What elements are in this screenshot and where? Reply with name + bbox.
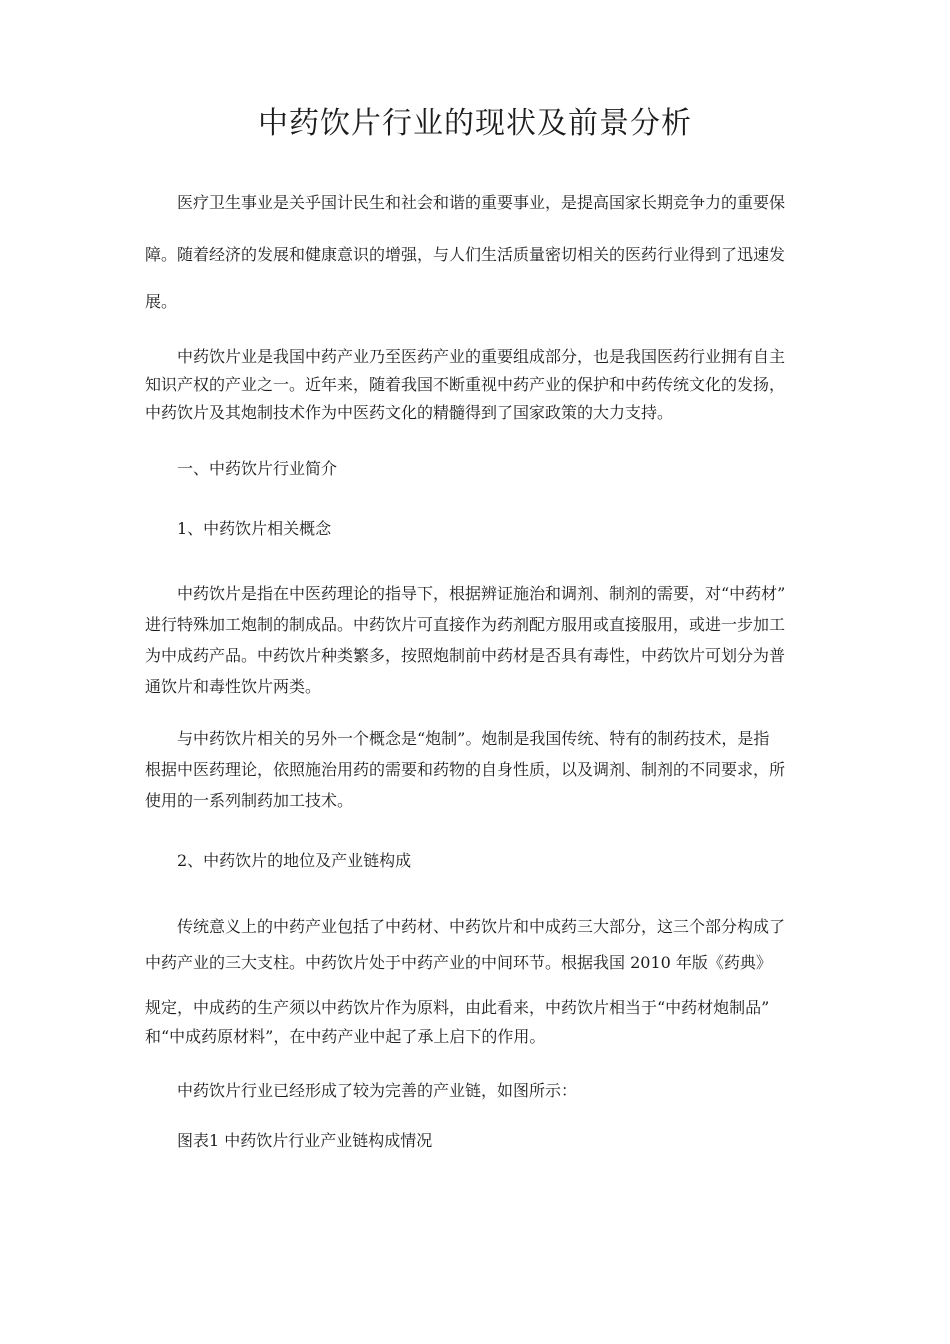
paragraph-line: 障。随着经济的发展和健康意识的增强，与人们生活质量密切相关的医药行业得到了迅速发 [145,245,786,264]
figure-caption: 图表1 中药饮片行业产业链构成情况 [177,1131,433,1150]
paragraph-line: 展。 [145,292,178,311]
paragraph-line: 进行特殊加工炮制的制成品。中药饮片可直接作为药剂配方服用或直接服用，或进一步加工 [145,615,786,634]
paragraph-line: 与中药饮片相关的另外一个概念是“炮制”。炮制是我国传统、特有的制药技术，是指 [177,729,770,748]
paragraph-line: 传统意义上的中药产业包括了中药材、中药饮片和中成药三大部分，这三个部分构成了 [177,917,786,936]
subsection-heading: 2、中药饮片的地位及产业链构成 [177,851,412,870]
paragraph-line: 中药产业的三大支柱。中药饮片处于中药产业的中间环节。根据我国 2010 年版《药典》 [145,953,772,972]
paragraph-line: 和“中成药原材料”，在中药产业中起了承上启下的作用。 [145,1027,546,1046]
paragraph-line: 中药饮片是指在中医药理论的指导下，根据辨证施治和调剂、制剂的需要，对“中药材” [177,584,786,603]
paragraph-line: 为中成药产品。中药饮片种类繁多，按照炮制前中药材是否具有毒性，中药饮片可划分为普 [145,646,786,665]
section-heading: 一、中药饮片行业简介 [177,459,338,478]
paragraph-line: 医疗卫生事业是关乎国计民生和社会和谐的重要事业，是提高国家长期竞争力的重要保 [177,193,786,212]
paragraph-chain: 中药饮片行业已经形成了较为完善的产业链，如图所示： [177,1081,578,1100]
paragraph-line: 中药饮片及其炮制技术作为中医药文化的精髓得到了国家政策的大力支持。 [145,403,674,422]
paragraph-line: 规定，中成药的生产须以中药饮片作为原料，由此看来，中药饮片相当于“中药材炮制品” [145,998,770,1017]
document-title: 中药饮片行业的现状及前景分析 [258,106,692,141]
paragraph-line: 使用的一系列制药加工技术。 [145,791,354,810]
paragraph-line: 通饮片和毒性饮片两类。 [145,677,322,696]
paragraph-line: 根据中医药理论，依照施治用药的需要和药物的自身性质，以及调剂、制剂的不同要求，所 [145,760,786,779]
subsection-heading: 1、中药饮片相关概念 [177,519,332,538]
paragraph-line: 知识产权的产业之一。近年来，随着我国不断重视中药产业的保护和中药传统文化的发扬， [145,375,786,394]
paragraph-line: 中药饮片业是我国中药产业乃至医药产业的重要组成部分，也是我国医药行业拥有自主 [177,347,786,366]
